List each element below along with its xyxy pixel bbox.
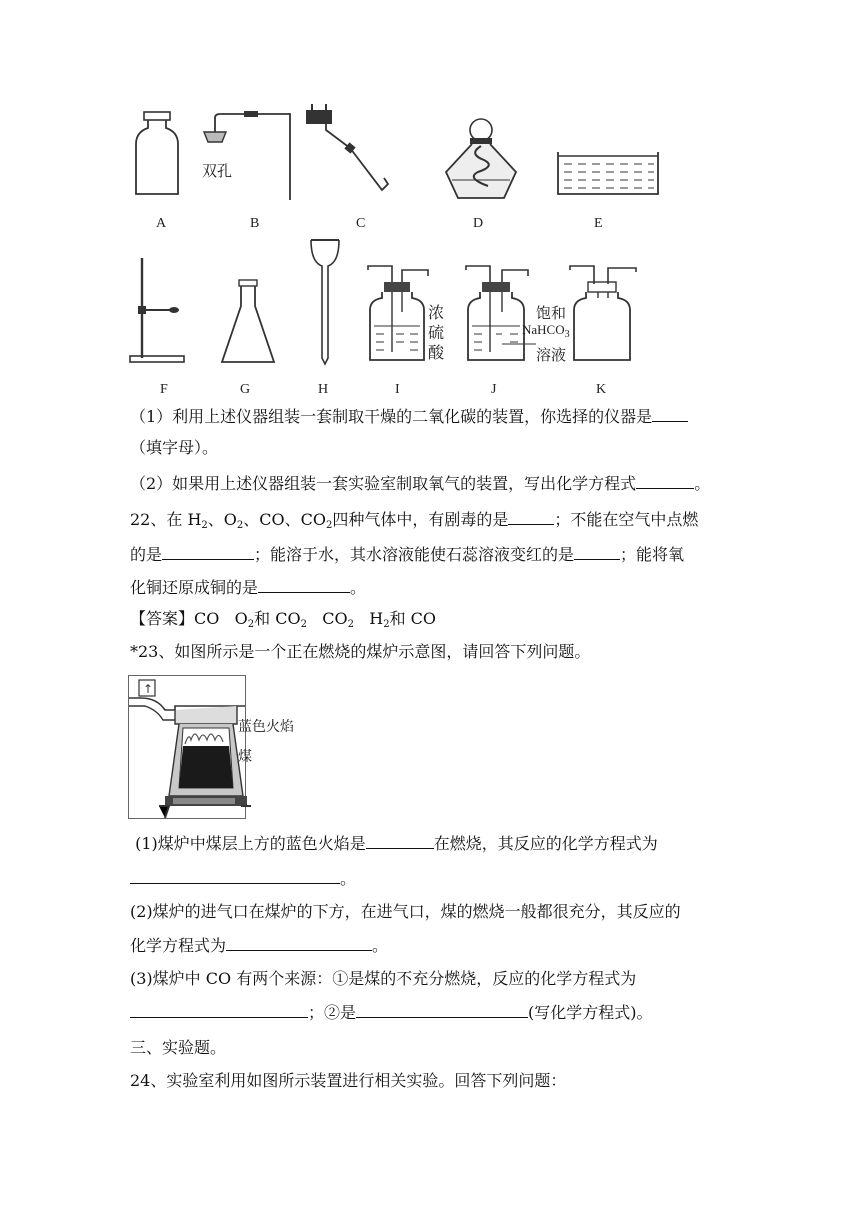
letter-d: D — [473, 216, 484, 231]
apparatus-f — [128, 254, 190, 366]
q21-part1: （1）利用上述仪器组装一套制取干燥的二氧化碳的装置，你选择的仪器是 — [130, 405, 740, 428]
letter-g: G — [240, 382, 251, 397]
q23-part1-cont: 。 — [130, 867, 740, 890]
letter-b: B — [250, 216, 260, 231]
label-blue-flame: 蓝色火焰 — [238, 719, 294, 735]
q23-part2-cont: 化学方程式为 。 — [130, 936, 389, 955]
stove-arrow-icon: ↑ — [143, 682, 154, 696]
apparatus-d — [438, 114, 524, 204]
coal-stove-drawing — [129, 676, 245, 818]
letter-i: I — [395, 382, 400, 397]
label-b-note: 双孔 — [202, 162, 233, 180]
q22-answer: 【答案】CO $O_2$和 $CO_2$ $CO_2$ $H_2$和 CO — [130, 609, 437, 630]
q22-line2: 的是 ；能溶于水，其水溶液能使石蕊溶液变红的是 ；能将氧 — [130, 545, 685, 564]
q21-part2: （2）如果用上述仪器组装一套实验室制取氧气的装置，写出化学方程式 。 — [130, 474, 711, 493]
q24-title: 24、实验室利用如图所示装置进行相关实验。回答下列问题： — [130, 1071, 567, 1090]
label-j-liquid-mid — [522, 322, 570, 338]
letter-f: F — [160, 382, 168, 397]
coal-stove-figure — [128, 675, 246, 819]
answer-blank[interactable] — [508, 508, 554, 525]
apparatus-j — [462, 264, 532, 364]
q23-part3-cont: ；②是 (写化学方程式)。 — [130, 1001, 740, 1024]
label-j-formula-sub: 3 — [564, 329, 570, 340]
label-j-liquid-bot: 溶液 — [536, 346, 567, 364]
letter-c: C — [356, 216, 366, 231]
apparatus-c — [296, 104, 396, 199]
letter-j: J — [491, 382, 497, 397]
apparatus-h — [308, 236, 342, 366]
letter-e: E — [594, 216, 603, 231]
answer-blank[interactable] — [366, 832, 434, 849]
apparatus-b — [200, 108, 300, 203]
answer-blank[interactable] — [356, 1001, 528, 1018]
label-j-liquid-top: 饱和 — [536, 304, 567, 322]
apparatus-g — [218, 280, 278, 366]
answer-blank[interactable] — [162, 543, 254, 560]
apparatus-k — [566, 264, 640, 364]
letter-h: H — [318, 382, 329, 397]
label-i-liquid-2: 硫 — [428, 323, 445, 342]
label-coal: 煤 — [238, 749, 252, 765]
apparatus-e — [556, 150, 662, 198]
q23-part3: (3)煤炉中 CO 有两个来源：①是煤的不充分燃烧，反应的化学方程式为 — [130, 969, 637, 988]
apparatus-i — [364, 264, 432, 364]
apparatus-a — [130, 110, 190, 205]
answer-blank[interactable] — [130, 1001, 308, 1018]
q21-part1-cont: （填字母）。 — [130, 438, 219, 457]
answer-blank[interactable] — [258, 576, 350, 593]
q23-title: *23、如图所示是一个正在燃烧的煤炉示意图，请回答下列问题。 — [130, 642, 591, 661]
answer-blank[interactable] — [636, 472, 694, 489]
label-i-liquid-1: 浓 — [428, 303, 445, 322]
letter-k: K — [596, 382, 607, 397]
label-i-liquid-3: 酸 — [428, 343, 445, 362]
answer-blank[interactable] — [574, 543, 620, 560]
letter-a: A — [156, 216, 167, 231]
q22-line1: 22、在 $H_2$、$O_2$、CO、$CO_2$四种气体中，有剧毒的是 ；不能在空气中点燃 — [130, 510, 699, 531]
answer-blank[interactable] — [130, 867, 340, 884]
answer-blank[interactable] — [226, 934, 372, 951]
q23-part2: (2)煤炉的进气口在煤炉的下方，在进气口，煤的燃烧一般都很充分，其反应的 — [130, 902, 681, 921]
label-j-formula: NaHCO — [522, 322, 565, 337]
section-heading: 三、实验题。 — [130, 1038, 227, 1057]
answer-blank[interactable] — [652, 405, 688, 422]
q22-line3: 化铜还原成铜的是 。 — [130, 578, 367, 597]
q23-part1: (1)煤炉中煤层上方的蓝色火焰是 在燃烧，其反应的化学方程式为 — [135, 834, 658, 853]
